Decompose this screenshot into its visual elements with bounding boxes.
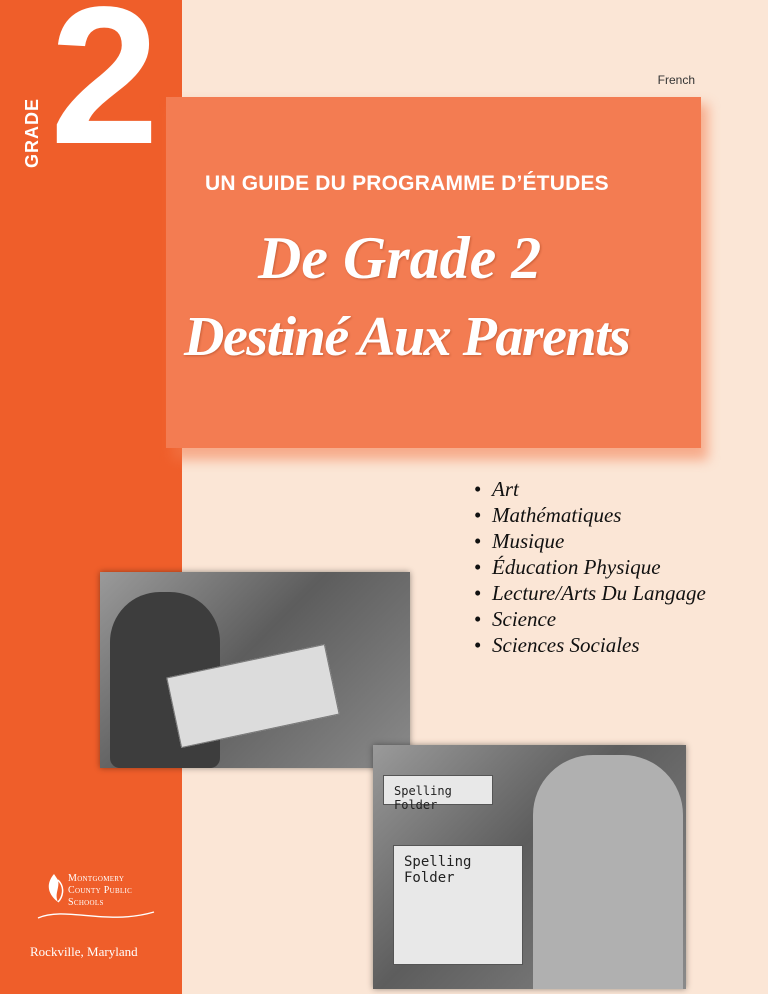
subject-item: • Art	[474, 476, 744, 502]
logo-line-3: Schools	[68, 897, 104, 908]
grade-label: GRADE	[22, 97, 42, 168]
subject-item: • Lecture/Arts Du Langage	[474, 580, 744, 606]
photo-spelling-folders	[373, 745, 686, 989]
logo-line-2: County Public	[68, 885, 133, 896]
subject-list	[474, 476, 744, 658]
grade-number: 2	[50, 0, 160, 185]
language-label: French	[657, 73, 695, 87]
logo-text	[68, 873, 132, 909]
photo-child-figure	[533, 755, 683, 989]
subject-item: • Science	[474, 606, 744, 632]
logo-line-1: Montgomery	[68, 873, 125, 884]
subject-item: • Sciences Sociales	[474, 632, 744, 658]
photo-reading-children	[100, 572, 410, 768]
subject-item: • Éducation Physique	[474, 554, 744, 580]
sidebar-band	[0, 0, 182, 994]
subject-item: • Mathématiques	[474, 502, 744, 528]
title-line-2: Destiné Aux Parents	[184, 306, 630, 368]
subtitle: UN GUIDE DU PROGRAMME D’ÉTUDES	[205, 172, 609, 195]
title-line-1: De Grade 2	[258, 225, 542, 291]
spelling-folder-label-2: Spelling Folder	[393, 845, 523, 965]
subject-item: • Musique	[474, 528, 744, 554]
location-text: Rockville, Maryland	[30, 944, 138, 959]
spelling-folder-label-1: Spelling Folder	[383, 775, 493, 805]
